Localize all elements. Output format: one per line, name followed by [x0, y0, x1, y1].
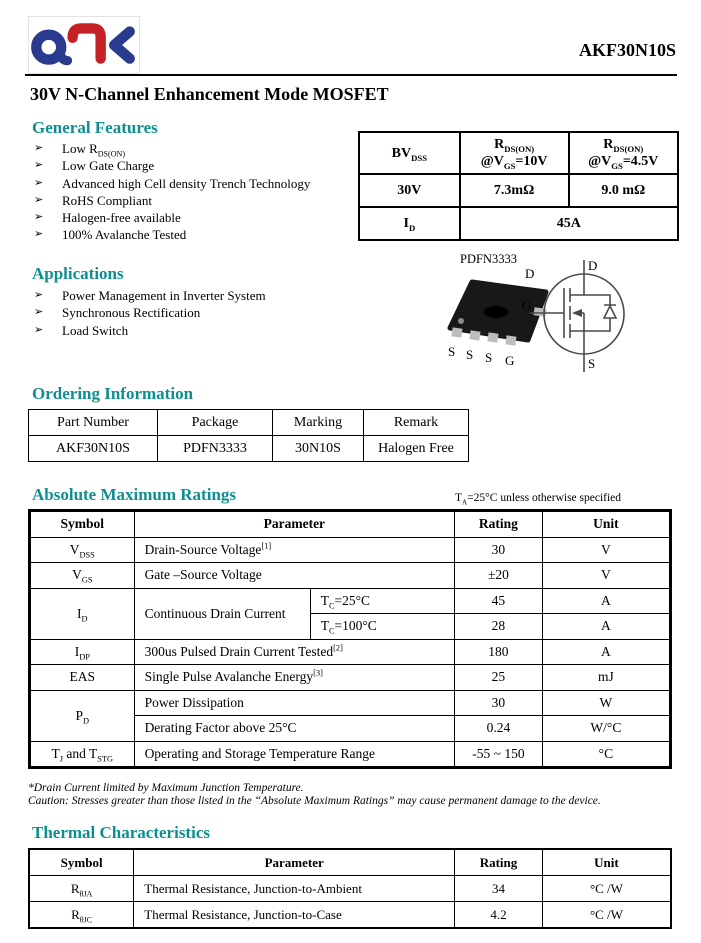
rdson10-value: 7.3mΩ: [460, 174, 569, 207]
bullet-icon: ➢: [34, 193, 44, 206]
rating-cell: 34: [455, 876, 543, 902]
table-row-rjc: [29, 902, 671, 929]
general-features-list: [34, 140, 354, 244]
symbol-cell: $V_{GS}$: [30, 563, 135, 589]
parameter-cell: Continuous Drain Current: [134, 588, 310, 639]
cell-marking: 30N10S: [273, 436, 364, 462]
cell-part-number: AKF30N10S: [29, 436, 158, 462]
feature-text: Advanced high Cell density Trench Technology: [62, 175, 311, 191]
rdson45-header: $R_{DS(ON)}$ $@V_{GS}=4.5V$: [569, 132, 679, 174]
table-row-vgs: [30, 563, 671, 589]
feature-text: Low $R_{DS(ON)}$: [62, 141, 126, 159]
cell-package: PDFN3333: [158, 436, 273, 462]
rating-cell: ±20: [455, 563, 543, 589]
symbol-gate-label: G: [522, 298, 532, 313]
unit-cell: W: [542, 690, 670, 716]
feature-text: 100% Avalanche Tested: [62, 227, 187, 243]
cell-remark: Halogen Free: [364, 436, 469, 462]
header-divider: [25, 74, 677, 76]
feature-item: [34, 192, 354, 209]
feature-item: [34, 157, 354, 174]
parameter-cell: Gate –Source Voltage: [134, 563, 455, 589]
source-pin-label: S: [466, 347, 474, 362]
bullet-icon: ➢: [34, 289, 44, 301]
table-row-pd-1: [30, 690, 671, 716]
rating-cell: 28: [455, 614, 543, 640]
bullet-icon: ➢: [34, 142, 44, 154]
unit-cell: mJ: [542, 665, 670, 691]
amr-table: [28, 509, 672, 769]
table-header-row: [29, 849, 671, 876]
table-row-rja: [29, 876, 671, 902]
unit-cell: W/°C: [542, 716, 670, 742]
feature-text: Low Gate Charge: [62, 158, 155, 174]
application-item: [34, 322, 354, 339]
key-spec-table: [358, 131, 679, 241]
application-text: Synchronous Rectification: [62, 305, 201, 321]
col-header: Rating: [455, 511, 543, 538]
thermal-heading: Thermal Characteristics: [32, 823, 210, 842]
rating-cell: 0.24: [455, 716, 543, 742]
bvdss-value: 30V: [359, 174, 460, 207]
rating-cell: -55 ~ 150: [455, 741, 543, 768]
table-row-vdss: [30, 537, 671, 563]
rating-cell: 45: [455, 588, 543, 614]
ordering-table: [28, 409, 469, 462]
parameter-cell: Single Pulse Avalanche Energy[3]: [134, 665, 455, 691]
table-header-row: [29, 410, 469, 436]
table-row: [359, 174, 678, 207]
bullet-icon: ➢: [34, 306, 44, 319]
col-header: Marking: [273, 410, 364, 436]
rating-cell: 30: [455, 690, 543, 716]
table-row: [29, 436, 469, 462]
application-text: Power Management in Inverter System: [62, 288, 266, 303]
table-header-row: [30, 511, 671, 538]
feature-text: Halogen-free available: [62, 210, 181, 226]
col-header: Parameter: [134, 511, 455, 538]
drain-pin-label: D: [525, 266, 535, 281]
feature-item: [34, 209, 354, 226]
col-header: Unit: [542, 511, 670, 538]
thermal-table: [28, 848, 672, 929]
general-features-heading: General Features: [32, 118, 158, 137]
table-row: [359, 207, 678, 240]
unit-cell: V: [542, 563, 670, 589]
col-header: Package: [158, 410, 273, 436]
rating-cell: 180: [455, 639, 543, 665]
table-row-idp: [30, 639, 671, 665]
symbol-cell: EAS: [30, 665, 135, 691]
bullet-icon: ➢: [34, 176, 44, 189]
footnote-caution: Caution: Stresses greater than those listed in the “Absolute Maximum Ratings” may cause permanent damage to the device.: [28, 795, 601, 807]
parameter-cell: Drain-Source Voltage[1]: [134, 537, 455, 563]
symbol-cell: $R_{\theta JC}$: [29, 902, 134, 929]
document-title: 30V N-Channel Enhancement Mode MOSFET: [30, 84, 389, 104]
package-name: PDFN3333: [460, 252, 517, 266]
application-text: Load Switch: [62, 322, 129, 338]
unit-cell: °C: [542, 741, 670, 768]
bullet-icon: ➢: [34, 159, 44, 172]
col-header: Symbol: [30, 511, 135, 538]
page-title-part-number: AKF30N10S: [578, 40, 676, 60]
condition-cell: $T_C=100^\circ C$: [310, 614, 454, 640]
company-logo: [28, 16, 140, 74]
table-row-tj: [30, 741, 671, 768]
unit-cell: V: [542, 537, 670, 563]
gate-pin-label: G: [505, 353, 515, 368]
source-pin-label: S: [448, 344, 456, 359]
rdson45-value: 9.0 mΩ: [569, 174, 679, 207]
ank-logo-icon: [29, 17, 137, 71]
parameter-cell: Derating Factor above 25°C: [134, 716, 455, 742]
parameter-cell: 300us Pulsed Drain Current Tested[2]: [134, 639, 455, 665]
amr-condition-note: $T_A=25^\circ C$ unless otherwise specified: [455, 492, 622, 507]
col-header: Parameter: [134, 849, 455, 876]
parameter-cell: Thermal Resistance, Junction-to-Case: [134, 902, 455, 929]
unit-cell: A: [542, 614, 670, 640]
col-header: Rating: [455, 849, 543, 876]
mosfet-symbol-icon: [522, 256, 662, 378]
symbol-cell: $V_{DSS}$: [30, 537, 135, 563]
table-row: [359, 132, 678, 174]
source-pin-label: S: [485, 350, 493, 365]
rating-cell: 25: [455, 665, 543, 691]
rating-cell: 4.2: [455, 902, 543, 929]
symbol-drain-label: D: [588, 258, 598, 273]
symbol-cell: $I_D$: [30, 588, 135, 639]
parameter-cell: Power Dissipation: [134, 690, 455, 716]
symbol-source-label: S: [588, 356, 596, 371]
parameter-cell: Thermal Resistance, Junction-to-Ambient: [134, 876, 455, 902]
application-item: [34, 304, 354, 321]
rdson10-header: $R_{DS(ON)}$ $@V_{GS}=10V$: [460, 132, 569, 174]
symbol-cell: $P_D$: [30, 690, 135, 741]
table-row-eas: [30, 665, 671, 691]
col-header: Remark: [364, 410, 469, 436]
applications-heading: Applications: [32, 264, 124, 283]
id-value: 45A: [460, 207, 678, 240]
bullet-icon: ➢: [34, 228, 44, 241]
amr-heading: Absolute Maximum Ratings: [32, 485, 237, 504]
bvdss-header: $BV_{DSS}$: [359, 132, 460, 174]
symbol-cell: $I_{DP}$: [30, 639, 135, 665]
unit-cell: °C /W: [542, 902, 671, 929]
bullet-icon: ➢: [34, 323, 44, 336]
symbol-cell: $T_J$ and $T_{STG}$: [30, 741, 135, 768]
feature-text: RoHS Compliant: [62, 192, 152, 208]
unit-cell: A: [542, 639, 670, 665]
col-header: Part Number: [29, 410, 158, 436]
bullet-icon: ➢: [34, 211, 44, 224]
ordering-heading: Ordering Information: [32, 384, 194, 403]
unit-cell: °C /W: [542, 876, 671, 902]
condition-cell: $T_C=25^\circ C$: [310, 588, 454, 614]
table-row-id-25: [30, 588, 671, 614]
footnote-drain-current: *Drain Current limited by Maximum Junction Temperature.: [28, 782, 304, 794]
feature-item: [34, 226, 354, 243]
applications-list: [34, 287, 354, 339]
rating-cell: 30: [455, 537, 543, 563]
parameter-cell: Operating and Storage Temperature Range: [134, 741, 455, 768]
col-header: Symbol: [29, 849, 134, 876]
application-item: [34, 287, 354, 304]
col-header: Unit: [542, 849, 671, 876]
id-symbol: $I_D$: [359, 207, 460, 240]
unit-cell: A: [542, 588, 670, 614]
feature-item: [34, 175, 354, 192]
symbol-cell: $R_{\theta JA}$: [29, 876, 134, 902]
feature-item: [34, 140, 354, 157]
